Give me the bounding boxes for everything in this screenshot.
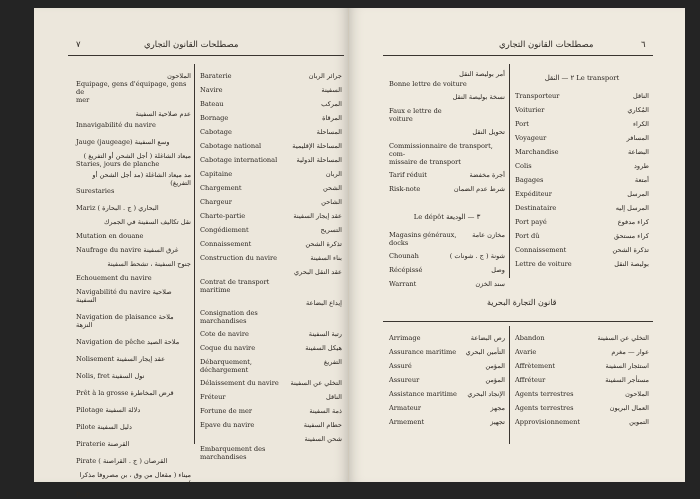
term-fr: Connaissement (515, 246, 567, 254)
term-ar: المساحلة الدولية (296, 156, 342, 164)
term-ar: حطام السفينة (303, 421, 342, 429)
term-line: Nolisement عقد إيجار السفينة (76, 355, 166, 363)
term-fr: Baraterie (200, 72, 232, 80)
term-fr: Construction du navire (200, 254, 278, 262)
term-line: Equipage, gens d'équipage, gens de (76, 80, 187, 96)
term-row (200, 254, 342, 268)
transport-terms-right (515, 74, 649, 274)
term-fr: Chargement (200, 184, 242, 192)
term-fr: Débarquement, déchargement (200, 358, 253, 374)
term-line: Staries, jours de planche (76, 160, 160, 168)
term-ar: السفينة (321, 86, 342, 94)
term-ar: بناء السفينة (310, 254, 342, 262)
term-row (515, 418, 649, 432)
term-fr: Embarquement des marchandises (200, 445, 266, 461)
term-fr: Cabotage (200, 128, 232, 136)
term-ar: تحويل النقل (472, 128, 505, 136)
column-divider (194, 64, 195, 444)
term-ar: تذكرة الشحن (305, 240, 342, 248)
term-ar: المرسل (627, 190, 649, 198)
term-ar: أجرة مخفضة (469, 171, 505, 179)
term-ar: ذمة السفينة (309, 407, 342, 415)
term-row (200, 299, 342, 309)
term-line: Jauge (jaugeage) وسع السفينة (76, 138, 170, 146)
term-row (515, 376, 649, 390)
term-fr: Congédiement (200, 226, 249, 234)
column-divider-top (509, 64, 510, 278)
term-line: عدم صلاحية السفينة (135, 110, 191, 118)
term-fr: Assureur (389, 376, 420, 384)
term-line: Nolis, fret نول السفينة (76, 372, 145, 380)
term-fr: Navire (200, 86, 223, 94)
term-fr: Affrètement (515, 362, 555, 370)
term-row (389, 362, 505, 376)
term-line (389, 142, 505, 166)
maritime-terms-right (515, 334, 649, 432)
term-ar: الإنجاد البحري (467, 390, 505, 398)
term-fr: Armement (389, 418, 425, 426)
term-line: Navigabilité du navire صلاحية السفينة (76, 288, 172, 304)
term-fr: Epave du navire (200, 421, 255, 429)
term-row (200, 268, 342, 278)
term-ar: رص البضاعة (470, 334, 505, 342)
term-fr: Chounah (389, 252, 419, 260)
term-line: Naufrage du navire غرق السفينة (76, 246, 179, 254)
term-row (389, 376, 505, 390)
term-fr: Fréteur (200, 393, 226, 401)
term-fr: Contrat de transport maritime (200, 278, 270, 294)
term-ar: المرقاة (322, 114, 342, 122)
term-row (200, 100, 342, 114)
term-row (515, 218, 649, 232)
term-ar: الربان (325, 170, 342, 178)
term-row (389, 334, 505, 348)
term-row (200, 142, 342, 156)
term-line: ميناء ( مقعال من وق ، بن مصروفا مذكرا ) (79, 471, 191, 487)
term-row (200, 435, 342, 445)
term-ar: العمال البريون (609, 404, 649, 412)
term-line: Pilotage دلالة السفينة (76, 406, 141, 414)
term-row (515, 362, 649, 376)
term-ar: مخازن عامة (472, 231, 505, 239)
term-fr: Abandon (515, 334, 545, 342)
term-row (515, 246, 649, 260)
term-row (515, 148, 649, 162)
term-row (515, 106, 649, 120)
left-column-1 (76, 72, 191, 499)
term-ar: تجهيز (490, 418, 505, 426)
term-fr: Magasins généraux, docks (389, 231, 457, 247)
term-row (200, 212, 342, 226)
term-row (200, 128, 342, 142)
page-number: ٦ (641, 40, 646, 50)
term-ar: المرسل إليه (615, 204, 649, 212)
term-ar: الشحن (323, 184, 342, 192)
term-row (200, 358, 342, 379)
term-fr: Cabotage national (200, 142, 262, 150)
term-ar: التأمين البحري (465, 348, 505, 356)
term-row (200, 379, 342, 393)
term-fr: Bornage (200, 114, 229, 122)
term-line: Surestaries (76, 187, 115, 195)
term-row (515, 334, 649, 348)
term-line (389, 80, 505, 88)
term-ar: عقد إيجار السفينة (293, 212, 342, 220)
term-ar: استئجار السفينة (605, 362, 649, 370)
term-row (515, 404, 649, 418)
term-row (515, 120, 649, 134)
term-fr: Agents terrestres (515, 390, 574, 398)
header-rule (383, 55, 653, 56)
term-ar: مجهز (490, 404, 505, 412)
term-fr: Lettre de voiture (515, 260, 572, 268)
transport-section-title: ٢ — النقل Le transport (544, 74, 620, 82)
term-fr: Avarie (515, 348, 537, 356)
term-ar: التموين (629, 418, 649, 426)
term-fr: Voyageur (515, 134, 547, 142)
term-fr: Colis (515, 162, 532, 170)
term-row (389, 418, 505, 432)
header-rule (68, 55, 344, 56)
term-ar: التخلي عن السفينة (290, 379, 342, 387)
term-fr: Transporteur (515, 92, 560, 100)
term-fr: Assurance maritime (389, 348, 457, 356)
term-fr: Bagages (515, 176, 544, 184)
term-ar: وصل (491, 266, 505, 274)
term-line: Mutation en douane (76, 232, 144, 240)
term-ar: التسريح (320, 226, 342, 234)
maritime-section-title: قانون التجارة البحرية (487, 298, 557, 307)
term-fr: Approvisionnement (515, 418, 581, 426)
term-fr: Faux e lettre de voiture (389, 107, 442, 123)
term-row (200, 344, 342, 358)
term-line: Prêt à la grosse قرض المخاطرة (76, 389, 174, 397)
maritime-terms-left (389, 334, 505, 432)
term-row (200, 72, 342, 86)
term-row (389, 93, 505, 107)
term-ar: الملاحون (625, 390, 649, 398)
right-page (349, 8, 685, 482)
term-fr: Assistance maritime (389, 390, 457, 398)
term-row (515, 92, 649, 106)
term-fr: Charte-partie (200, 212, 246, 220)
term-ar: المسافر (626, 134, 649, 142)
term-line: mer (76, 96, 90, 104)
term-ar: المُكاري (627, 106, 649, 114)
term-fr: Récépissé (389, 266, 423, 274)
term-row (389, 280, 505, 294)
term-fr: Port (515, 120, 529, 128)
term-ar: الناقل (326, 393, 342, 401)
term-fr: Bateau (200, 100, 224, 108)
term-line: Pilote دليل السفينة (76, 423, 132, 431)
term-fr: Marchandise (515, 148, 559, 156)
term-row (200, 421, 342, 435)
term-fr: Warrant (389, 280, 417, 288)
term-ar: التخلي عن السفينة (597, 334, 649, 342)
term-row (200, 170, 342, 184)
term-fr: Capitaine (200, 170, 233, 178)
term-fr: Assuré (389, 362, 412, 370)
term-ar: أمتعة (634, 176, 649, 184)
term-row (200, 407, 342, 421)
term-line: Piraterie القرصنة (76, 440, 130, 448)
term-line: Mariz البحاري ( ج . البحارة ) (76, 204, 159, 212)
term-row (389, 390, 505, 404)
term-ar: شونة ( ج . شونات ) (449, 252, 505, 260)
term-fr: Cote de navire (200, 330, 249, 338)
term-fr: Consignation des marchandises (200, 309, 258, 325)
term-fr: Arrimage (389, 334, 421, 342)
term-fr: Port dû (515, 232, 540, 240)
term-line: Pirate القرصان ( ج . القراصنة ) (76, 457, 168, 465)
term-line: نقل تكاليف السفينة في الجمرك (103, 218, 191, 226)
term-fr: Délaissement du navire (200, 379, 279, 387)
running-header: مصطلحات القانون التجاري (499, 40, 594, 50)
term-ar: المساحلة (316, 128, 342, 136)
term-row (200, 309, 342, 330)
term-row (200, 156, 342, 170)
term-fr: Destinataire (515, 204, 557, 212)
term-ar: جرائر الربان (308, 72, 342, 80)
term-ar: بوليصة النقل (614, 260, 649, 268)
term-row (200, 240, 342, 254)
term-fr: Agents terrestres (515, 404, 574, 412)
term-row (389, 107, 505, 128)
term-ar: هيكل السفينة (305, 344, 342, 352)
term-fr: Armateur (389, 404, 422, 412)
term-ar: الناقل (633, 92, 649, 100)
term-ar: تذكرة الشحن (612, 246, 649, 254)
term-fr: missaire de transport (389, 158, 461, 166)
term-row (515, 348, 649, 362)
left-column-2 (200, 72, 342, 466)
transport-terms-left (389, 70, 505, 294)
term-ar: كراء مدفوع (617, 218, 649, 226)
term-row (389, 70, 505, 80)
term-line: الملاحون (167, 72, 191, 80)
term-ar: أمر بوليصة النقل (459, 70, 505, 78)
term-fr: Expéditeur (515, 190, 552, 198)
term-ar: الشاحن (321, 198, 342, 206)
term-row (515, 162, 649, 176)
term-row (389, 348, 505, 362)
term-row (515, 232, 649, 246)
term-ar: المؤمن (485, 362, 505, 370)
term-ar: عقد النقل البحري (294, 268, 342, 276)
column-divider-bottom (509, 326, 510, 444)
term-row (200, 393, 342, 407)
term-row (515, 190, 649, 204)
term-ar: طرود (633, 162, 649, 170)
term-line: Echouement du navire (76, 274, 152, 282)
term-ar: سند الخزن (475, 280, 505, 288)
term-row (389, 231, 505, 252)
term-fr: Voiturier (515, 106, 545, 114)
term-ar: الكراء (632, 120, 649, 128)
term-row (515, 176, 649, 190)
term-ar: كراء مستحق (614, 232, 649, 240)
running-header: مصطلحات القانون التجاري (144, 40, 239, 50)
term-ar: المؤمن (485, 376, 505, 384)
term-row (389, 171, 505, 185)
term-fr: Affréteur (515, 376, 546, 384)
term-line: ميعاد الشاغلة ( أجل الشحن أو التفريغ ) (83, 152, 191, 160)
section-rule (383, 321, 653, 322)
term-row (389, 266, 505, 280)
term-fr: Commissionnaire de transport, com- (389, 142, 493, 158)
term-line: مد ميعاد الشاغلة (مد أجل الشحن أو التفريغ) (92, 171, 191, 187)
term-fr: Port payé (515, 218, 547, 226)
term-ar: رتبة السفينة (308, 330, 342, 338)
term-row (200, 226, 342, 240)
term-line: Port (76, 491, 90, 499)
term-ar: التفريغ (323, 358, 342, 366)
term-row (515, 134, 649, 148)
term-row (389, 404, 505, 418)
term-fr: Risk-note (389, 185, 421, 193)
term-ar: البضاعة (627, 148, 649, 156)
term-row (200, 445, 342, 466)
term-line: Innavigabilité du navire (76, 121, 156, 129)
term-fr: Fortune de mer (200, 407, 253, 415)
term-row (389, 252, 505, 266)
page-number: ٧ (76, 40, 81, 50)
term-fr: Cabotage international (200, 156, 278, 164)
term-fr: Tarif réduit (389, 171, 427, 179)
term-ar: شرط عدم الضمان (453, 185, 505, 193)
left-page (34, 8, 349, 499)
term-fr: Connaissement (200, 240, 252, 248)
term-row (515, 390, 649, 404)
term-row (200, 184, 342, 198)
term-fr: Bonne lettre de voiture (389, 80, 467, 88)
term-ar: نسخة بوليصة النقل (452, 93, 505, 101)
term-row (200, 278, 342, 299)
term-ar: عوار — مغرم (611, 348, 649, 356)
term-fr: Coque du navire (200, 344, 256, 352)
term-row (200, 198, 342, 212)
term-row (389, 185, 505, 199)
term-ar: شحن السفينة (304, 435, 342, 443)
term-ar: مستأجر السفينة (605, 376, 649, 384)
term-line: Navigation de pêche ملاحة الصيد (76, 338, 180, 346)
term-ar: المركب (321, 100, 342, 108)
term-row (200, 86, 342, 100)
term-row (515, 204, 649, 218)
term-row (389, 128, 505, 142)
term-ar: المساحلة الإقليمية (292, 142, 342, 150)
term-ar: إيداع البضاعة (305, 299, 342, 307)
term-row (200, 114, 342, 128)
term-line: جنوح السفينة ، تشحط السفينة (107, 260, 191, 268)
term-row (200, 330, 342, 344)
term-line: Navigation de plaisance ملاحة النزهة (76, 313, 174, 329)
term-row (515, 260, 649, 274)
term-fr: Chargeur (200, 198, 232, 206)
depot-section-title: Le dépôt ٣ — الوديعة (413, 213, 481, 221)
